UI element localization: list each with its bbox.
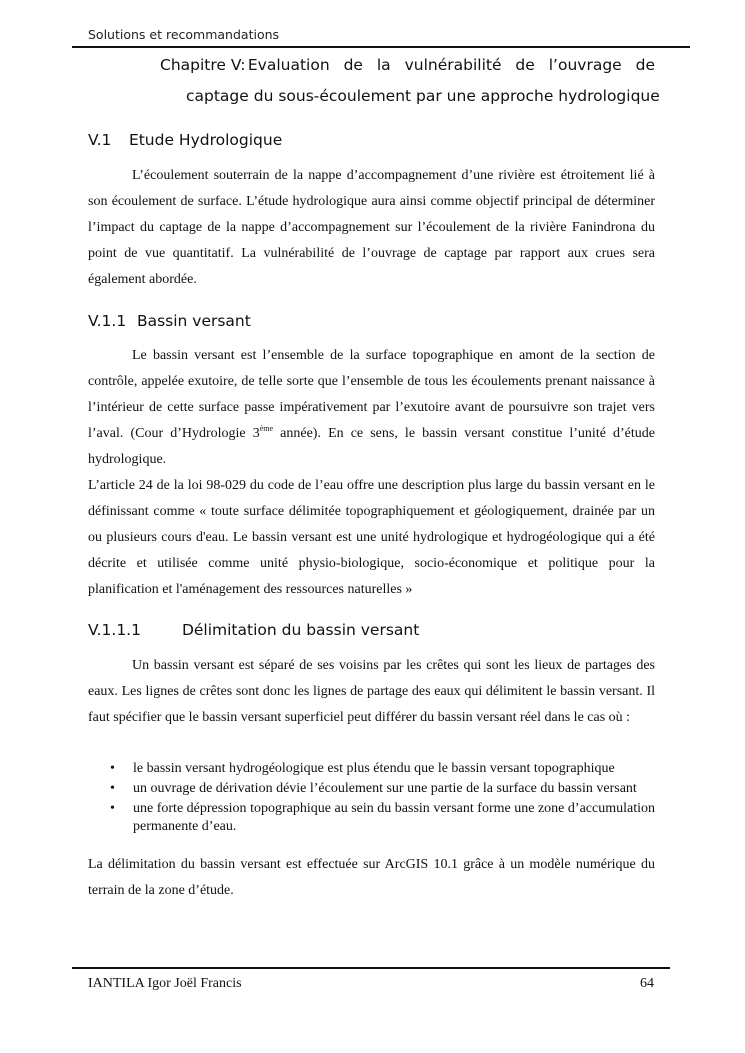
- page-number: 64: [640, 976, 654, 991]
- running-header: Solutions et recommandations: [88, 27, 280, 42]
- list-item-text: le bassin versant hydrogéologique est plus étendu que le bassin versant topographique: [133, 761, 615, 776]
- section-heading-v111: [88, 621, 419, 639]
- section-number: V.1: [88, 131, 112, 149]
- paragraph-etude-hydrologique: L’écoulement souterrain de la nappe d’accompagnement d’une rivière est étroitement lié à son écoulement de surface. L’étude hydrologique aura ainsi comme objectif principal de déterminer l’impact du captage de la nappe d’accompagnement sur l’écoulement de la rivière Fanindrona du point de vue quantitatif. La vulnérabilité de l’ouvrage de captage par rapport aux crues sera également abordée.: [88, 168, 655, 287]
- header-divider: [72, 46, 690, 48]
- paragraph-delimitation-1: Un bassin versant est séparé de ses voisins par les crêtes qui sont les lieux de partages des eaux. Les lignes de crêtes sont donc les lignes de partage des eaux qui délimitent le bassin versant. Il faut spécifier que le bassin versant superficiel peut différer du bassin versant réel dans le cas où :: [88, 658, 655, 725]
- paragraph-text: année). En ce sens, le bassin versant constitue l’unité d’étude hydrologique.: [88, 426, 655, 467]
- section-title: Délimitation du bassin versant: [181, 621, 420, 639]
- superscript: ème: [259, 424, 274, 433]
- section-number: V.1.1.1: [88, 621, 141, 639]
- paragraph-text: Le bassin versant est l’ensemble de la surface topographique en amont de la section de contrôle, appelée exutoire, de telle sorte que l’ensemble de tous les écoulements prenant naissance à l’intérieur de cette surface passe impérativement par l’exutoire avant de poursuivre son trajet vers l’aval. (Cour d’Hydrologie 3: [88, 348, 655, 441]
- bullet-list: [88, 760, 655, 838]
- chapter-label: Chapitre V:: [160, 56, 246, 74]
- chapter-title-part-1: Evaluation de la vulnérabilité de l’ouvrage de: [247, 56, 655, 74]
- paragraph-bassin-versant-1: [88, 343, 655, 473]
- section-title: Etude Hydrologique: [128, 131, 283, 149]
- chapter-title-line-2: captage du sous-écoulement par une approche hydrologique: [186, 87, 660, 105]
- section-title: Bassin versant: [136, 312, 251, 330]
- paragraph-bassin-versant-2: L’article 24 de la loi 98-029 du code de l’eau offre une description plus large du bassin versant en le définissant comme « toute surface délimitée topographiquement et géologiquement, drainée par un ou plusieurs cours d'eau. Le bassin versant est une unité hydrologique et hydrogéologique qui a été décrite et utilisée comme unité physio-biologique, socio-économique et politique pour la planification et l'aménagement des ressources naturelles »: [88, 478, 655, 597]
- list-item: [88, 780, 655, 798]
- footer-divider: [72, 967, 670, 969]
- list-item: [88, 800, 655, 836]
- list-item: [88, 760, 655, 778]
- bullet-icon: •: [110, 801, 115, 816]
- section-heading-v1: [88, 131, 282, 149]
- chapter-title-line-1: [160, 56, 655, 74]
- bullet-icon: •: [110, 761, 115, 776]
- paragraph-delimitation-2: La délimitation du bassin versant est effectuée sur ArcGIS 10.1 grâce à un modèle numérique du terrain de la zone d’étude.: [88, 857, 655, 898]
- list-item-text: un ouvrage de dérivation dévie l’écoulement sur une partie de la surface du bassin versant: [133, 781, 637, 796]
- section-number: V.1.1: [88, 312, 127, 330]
- section-heading-v11: [88, 312, 251, 330]
- footer-author: IANTILA Igor Joël Francis: [88, 976, 242, 991]
- list-item-text: une forte dépression topographique au sein du bassin versant forme une zone d’accumulation permanente d’eau.: [133, 801, 655, 834]
- bullet-icon: •: [110, 781, 115, 796]
